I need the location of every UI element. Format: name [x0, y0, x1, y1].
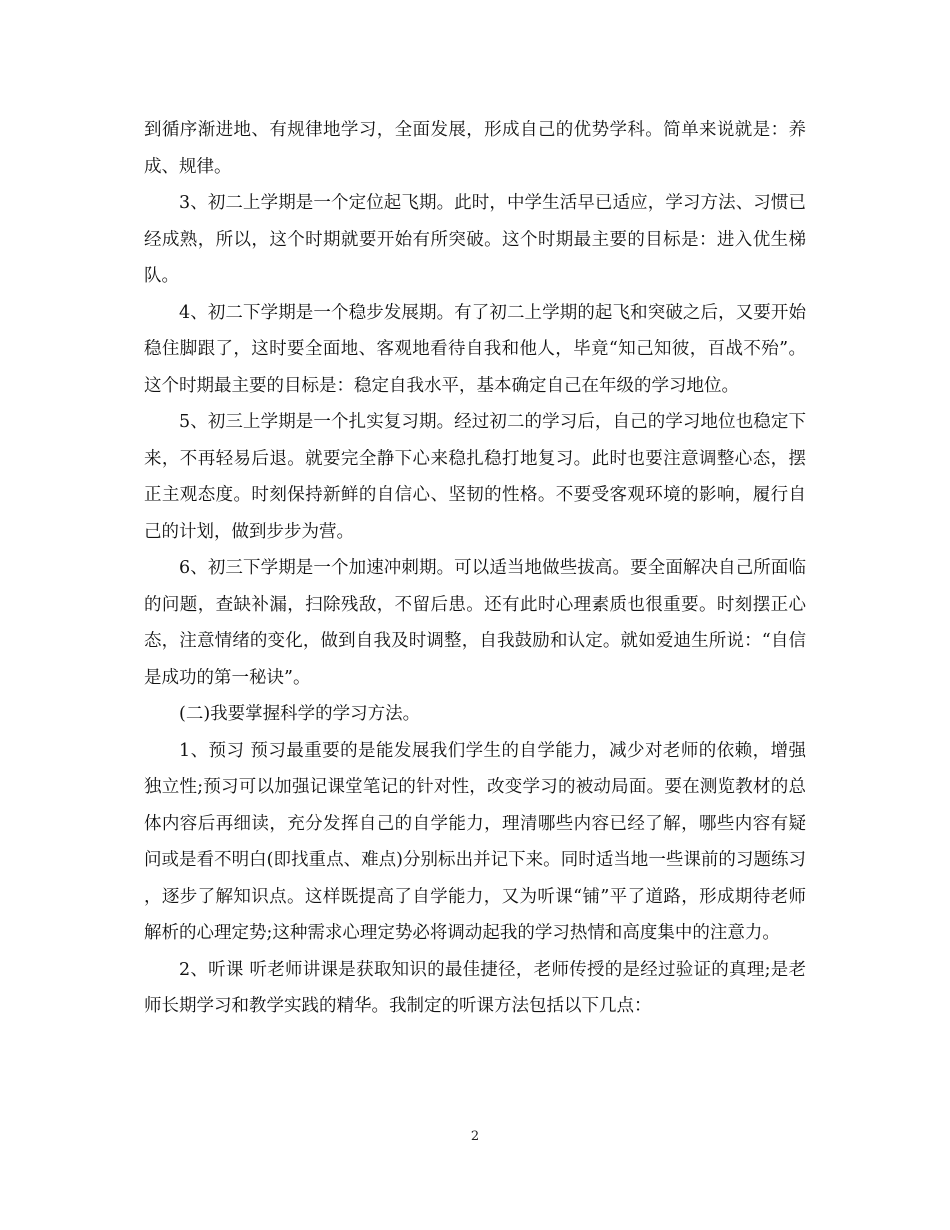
paragraph-3: 4、初二下学期是一个稳步发展期。有了初二上学期的起飞和突破之后，又要开始稳住脚跟了，这时要全面地、客观地看待自我和他人，毕竟“知己知彼，百战不殆”。这个时期最主要的目标是：稳定自我水平，基本确定自己在年级的学习地位。	[144, 302, 806, 396]
page-number: 2	[470, 1129, 480, 1144]
paragraph-1: 到循序渐进地、有规律地学习，全面发展，形成自己的优势学科。简单来说就是：养成、规律。	[144, 120, 806, 177]
paragraph-5: 6、初三下学期是一个加速冲刺期。可以适当地做些拔高。要全面解决自己所面临的问题，查缺补漏，扫除残敌，不留后患。还有此时心理素质也很重要。时刻摆正心态，注意情绪的变化，做到自我及时调整，自我鼓励和认定。就如爱迪生所说：“自信是成功的第一秘诀”。	[144, 558, 806, 688]
paragraph-6: 1、预习 预习最重要的是能发展我们学生的自学能力，减少对老师的依赖，增强独立性;预习可以加强记课堂笔记的针对性，改变学习的被动局面。要在测览教材的总体内容后再细读，充分发挥自己的自学能力，理清哪些内容已经了解，哪些内容有疑问或是看不明白(即找重点、难点)分别标出并记下来。同时适当地一些课前的习题练习，逐步了解知识点。这样既提高了自学能力，又为听课“铺”平了道路，形成期待老师解析的心理定势;这种需求心理定势必将调动起我的学习热情和高度集中的注意力。	[144, 740, 806, 943]
section-heading: (二)我要掌握科学的学习方法。	[179, 704, 421, 724]
paragraph-4: 5、初三上学期是一个扎实复习期。经过初二的学习后，自己的学习地位也稳定下来，不再轻易后退。就要完全静下心来稳扎稳打地复习。此时也要注意调整心态，摆正主观态度。时刻保持新鲜的自信心、坚韧的性格。不要受客观环境的影响，履行自己的计划，做到步步为营。	[144, 412, 806, 542]
document-body	[144, 112, 806, 1025]
paragraph-7: 2、听课 听老师讲课是获取知识的最佳捷径，老师传授的是经过验证的真理;是老师长期学习和教学实践的精华。我制定的听课方法包括以下几点：	[144, 959, 806, 1016]
paragraph-2: 3、初二上学期是一个定位起飞期。此时，中学生活早已适应，学习方法、习惯已经成熟，所以，这个时期就要开始有所突破。这个时期最主要的目标是：进入优生梯队。	[144, 193, 806, 286]
